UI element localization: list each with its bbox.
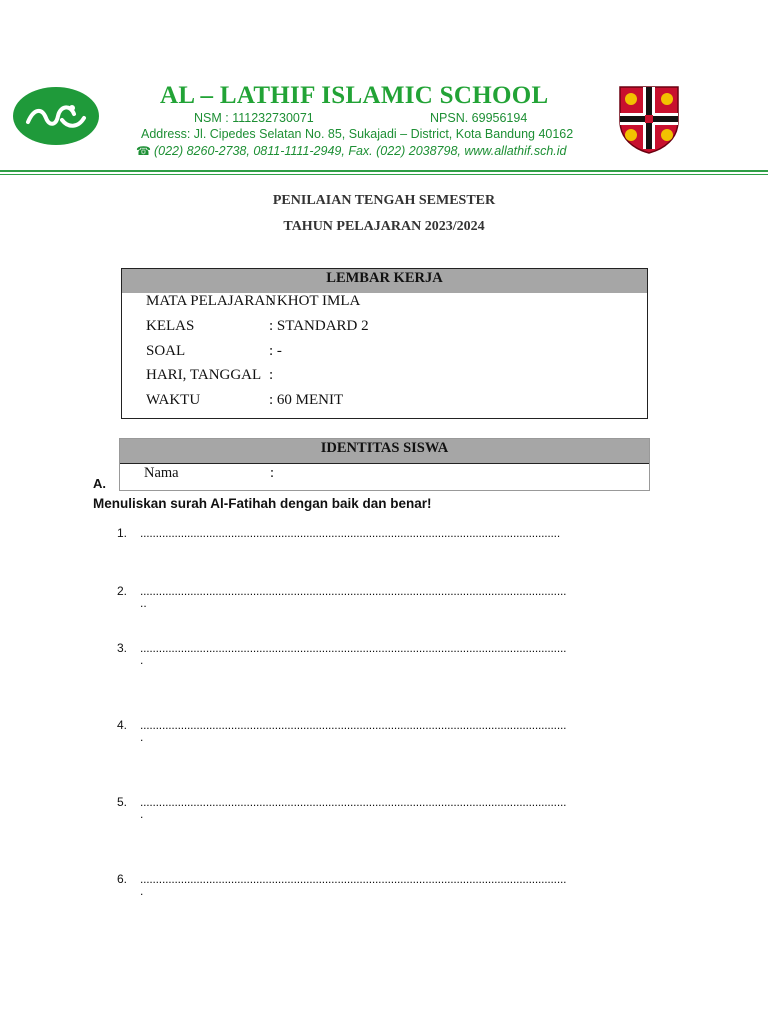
school-contact (136, 144, 566, 158)
answer-number: 3. (117, 641, 128, 655)
name-value: : (270, 465, 275, 481)
answer-line[interactable] (117, 641, 677, 671)
answer-dots: ........................................................................................................................................ (140, 584, 567, 598)
header-rule (0, 170, 768, 172)
school-name: AL – LATHIF ISLAMIC SCHOOL (160, 82, 549, 109)
name-label: Nama (144, 465, 179, 481)
answer-dots: ...................................................................................................................................... (140, 526, 560, 540)
answer-line[interactable] (117, 795, 677, 825)
academic-year: TAHUN PELAJARAN 2023/2024 (283, 219, 485, 234)
answer-dots-tail: . (140, 730, 144, 744)
row-value: : STANDARD 2 (269, 318, 369, 334)
school-address: Address: Jl. Cipedes Selatan No. 85, Sukajadi – District, Kota Bandung 40162 (141, 127, 574, 141)
answer-dots: ........................................................................................................................................ (140, 718, 567, 732)
row-value: : 60 MENIT (269, 392, 344, 408)
row-value: : KHOT IMLA (269, 293, 361, 309)
nsm-number: NSM : 111232730071 (194, 111, 314, 125)
answer-number: 5. (117, 795, 128, 809)
identity-box (119, 438, 650, 491)
answer-line[interactable] (117, 584, 677, 614)
exam-title: PENILAIAN TENGAH SEMESTER (272, 193, 496, 208)
phone-icon: ☎ (136, 144, 151, 158)
answer-dots: ........................................................................................................................................ (140, 795, 567, 809)
row-value: : - (269, 343, 282, 359)
answer-line[interactable] (117, 718, 677, 748)
row-label: HARI, TANGGAL (146, 367, 262, 383)
answer-dots-tail: . (140, 653, 144, 667)
npsn-number: NPSN. 69956194 (430, 111, 528, 125)
answer-line[interactable] (117, 872, 677, 902)
row-value: : (269, 367, 274, 383)
header-rule-thin (0, 174, 768, 175)
section-letter: A. (93, 476, 106, 491)
contact-text: (022) 8260-2738, 0811-1111-2949, Fax. (022) 2038798, www.allathif.sch.id (153, 144, 567, 158)
answer-dots: ........................................................................................................................................ (140, 872, 567, 886)
section-instruction: Menuliskan surah Al-Fatihah dengan baik dan benar! (93, 496, 432, 511)
answer-line[interactable] (117, 526, 677, 556)
answer-number: 1. (117, 526, 128, 540)
worksheet-box (121, 268, 648, 419)
row-label: KELAS (146, 318, 195, 334)
answer-dots-tail: .. (140, 596, 147, 610)
identity-heading: IDENTITAS SISWA (120, 439, 649, 464)
school-logo (12, 86, 100, 146)
answer-number: 4. (117, 718, 128, 732)
row-label: MATA PELAJARAN (146, 293, 277, 309)
crest-icon (618, 85, 680, 155)
answer-number: 6. (117, 872, 128, 886)
row-label: SOAL (146, 343, 186, 359)
worksheet-heading: LEMBAR KERJA (122, 269, 647, 293)
row-label: WAKTU (146, 392, 201, 408)
answer-dots-tail: . (140, 884, 144, 898)
answer-dots: ........................................................................................................................................ (140, 641, 567, 655)
answer-dots-tail: . (140, 807, 144, 821)
answer-number: 2. (117, 584, 128, 598)
